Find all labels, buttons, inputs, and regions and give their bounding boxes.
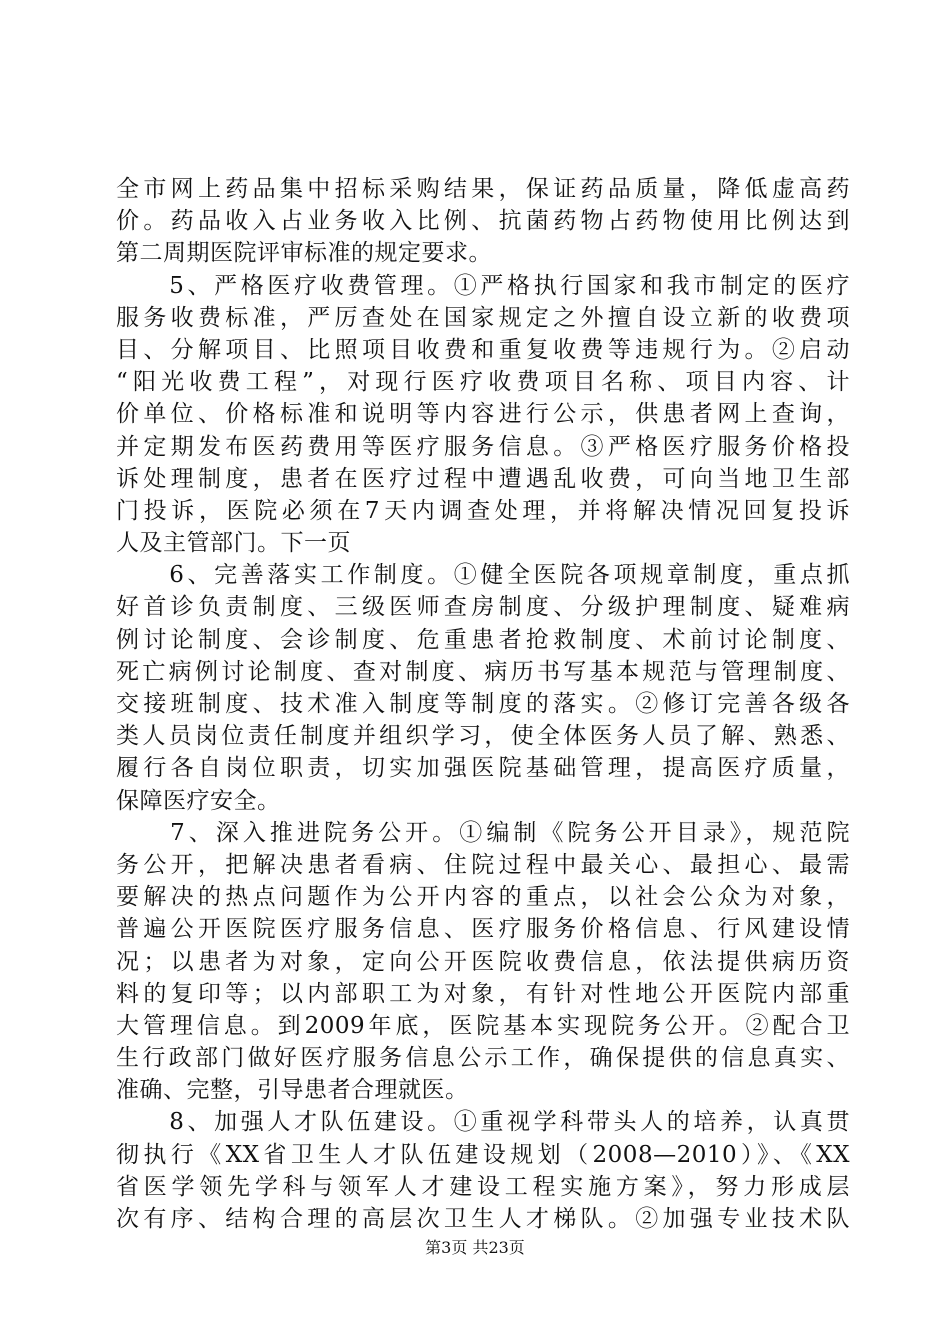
text-line: 大管理信息。到2009年底，医院基本实现院务公开。②配合卫 (116, 1012, 850, 1039)
text-line: 5、严格医疗收费管理。①严格执行国家和我市制定的医疗 (116, 272, 850, 299)
text-line: 并定期发布医药费用等医疗服务信息。③严格医疗服务价格投 (116, 433, 850, 460)
page-footer: 第3页 共23页 (425, 1238, 525, 1257)
text-line: 交接班制度、技术准入制度等制度的落实。②修订完善各级各 (116, 691, 850, 717)
text-line: 况；以患者为对象，定向公开医院收费信息，依法提供病历资 (116, 948, 850, 975)
document-body (116, 173, 850, 1235)
text-line: 生行政部门做好医疗服务信息公示工作，确保提供的信息真实、 (116, 1045, 850, 1072)
text-line: 人及主管部门。下一页 (116, 530, 351, 557)
text-line: 目、分解项目、比照项目收费和重复收费等违规行为。②启动 (116, 336, 850, 363)
text-line: 省医学领先学科与领军人才建设工程实施方案》，努力形成层 (116, 1173, 850, 1200)
text-line: 要解决的热点问题作为公开内容的重点，以社会公众为对象， (116, 884, 850, 911)
text-line: 服务收费标准，严厉查处在国家规定之外擅自设立新的收费项 (116, 304, 850, 331)
text-line: 6、完善落实工作制度。①健全医院各项规章制度，重点抓 (116, 562, 850, 589)
text-line: 好首诊负责制度、三级医师查房制度、分级护理制度、疑难病 (116, 594, 850, 621)
text-line: 全市网上药品集中招标采购结果，保证药品质量，降低虚高药 (116, 176, 850, 202)
text-line: 彻执行《XX省卫生人才队伍建设规划（2008—2010）》、《XX (116, 1141, 850, 1168)
text-line: 准确、完整，引导患者合理就医。 (116, 1077, 469, 1104)
text-line: 死亡病例讨论制度、查对制度、病历书写基本规范与管理制度、 (116, 658, 850, 685)
text-line: 料的复印等；以内部职工为对象，有针对性地公开医院内部重 (116, 980, 850, 1007)
text-line: 8、加强人才队伍建设。①重视学科带头人的培养，认真贯 (116, 1109, 850, 1136)
text-line: 履行各自岗位职责，切实加强医院基础管理，提高医疗质量， (116, 755, 850, 782)
text-line: 价。药品收入占业务收入比例、抗菌药物占药物使用比例达到 (116, 208, 850, 235)
text-line: 7、深入推进院务公开。①编制《院务公开目录》，规范院 (116, 819, 850, 846)
text-line: 保障医疗安全。 (116, 787, 281, 814)
text-line: 务公开，把解决患者看病、住院过程中最关心、最担心、最需 (116, 851, 850, 878)
text-line: 诉处理制度，患者在医疗过程中遭遇乱收费，可向当地卫生部 (116, 465, 850, 492)
text-line: 普遍公开医院医疗服务信息、医疗服务价格信息、行风建设情 (116, 916, 850, 943)
text-line: 第二周期医院评审标准的规定要求。 (116, 240, 492, 267)
text-line: 例讨论制度、会诊制度、危重患者抢救制度、术前讨论制度、 (116, 626, 850, 653)
text-line: 类人员岗位责任制度并组织学习，使全体医务人员了解、熟悉、 (116, 723, 850, 750)
text-line: “阳光收费工程”，对现行医疗收费项目名称、项目内容、计 (116, 369, 850, 396)
text-line: 门投诉，医院必须在7天内调查处理，并将解决情况回复投诉 (116, 497, 850, 524)
text-line: 价单位、价格标准和说明等内容进行公示，供患者网上查询， (116, 401, 850, 428)
text-line: 次有序、结构合理的高层次卫生人才梯队。②加强专业技术队 (116, 1206, 850, 1232)
